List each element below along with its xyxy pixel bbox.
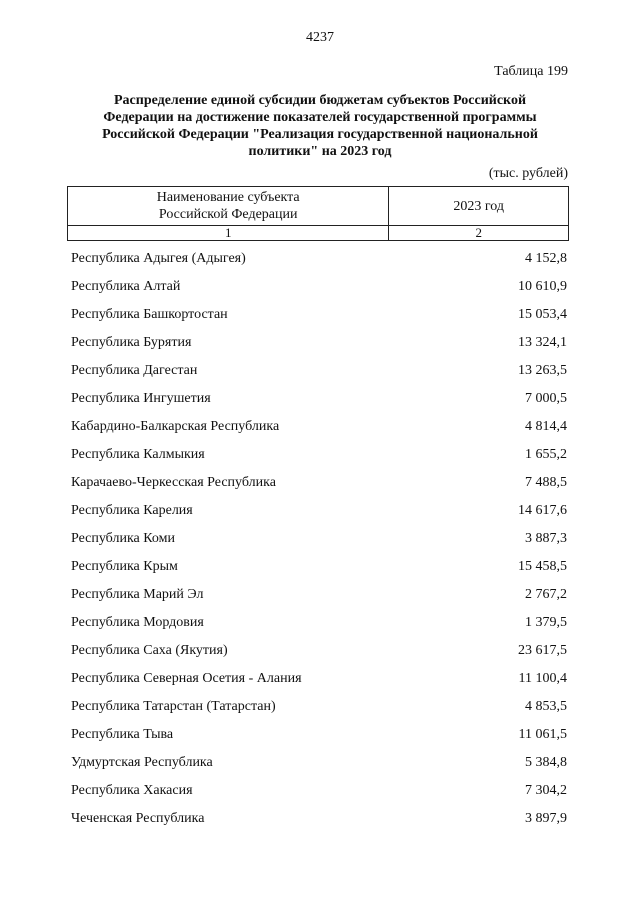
region-value: 23 617,5 [518,643,567,658]
header-col-name-line1: Наименование субъекта [156,190,300,205]
region-name: Республика Татарстан (Татарстан) [71,699,276,714]
region-value: 7 000,5 [525,391,567,406]
region-value: 7 304,2 [525,783,567,798]
title-line: политики" на 2023 год [248,144,392,159]
region-name: Республика Алтай [71,279,181,294]
region-name: Чеченская Республика [71,811,205,826]
region-value: 4 853,5 [525,699,567,714]
region-value: 13 324,1 [518,335,567,350]
table-header [67,186,569,241]
region-value: 11 061,5 [518,727,567,742]
column-number-row [68,226,569,241]
region-value: 1 379,5 [525,615,567,630]
region-name: Республика Тыва [71,727,174,742]
region-value: 14 617,6 [518,503,567,518]
table-row [71,276,567,304]
table-row [71,500,567,528]
region-value: 1 655,2 [525,447,567,462]
column-number-2: 2 [389,226,569,241]
table-row [71,808,567,836]
table-row [71,780,567,808]
table-row [71,640,567,668]
region-value: 3 887,3 [525,531,567,546]
table-row [71,668,567,696]
region-name: Республика Ингушетия [71,391,211,406]
table-row [71,472,567,500]
document-title [60,92,580,160]
table-row [71,612,567,640]
region-name: Республика Дагестан [71,363,198,378]
table-row [71,696,567,724]
table-row [71,584,567,612]
header-row [68,187,569,226]
table-row [71,248,567,276]
table-row [71,528,567,556]
page-number: 4237 [306,30,334,45]
table-number: Таблица 199 [494,64,568,79]
region-name: Республика Бурятия [71,335,192,350]
column-number-1: 1 [68,226,389,241]
title-line: Российской Федерации "Реализация государственной национальной [102,127,538,142]
header-col-name-line2: Российской Федерации [158,207,298,222]
table-row [71,444,567,472]
region-name: Республика Саха (Якутия) [71,643,228,658]
table-row [71,724,567,752]
region-value: 13 263,5 [518,363,567,378]
region-name: Республика Карелия [71,503,193,518]
region-name: Республика Мордовия [71,615,204,630]
table-row [71,416,567,444]
region-name: Республика Коми [71,531,175,546]
title-line: Федерации на достижение показателей государственной программы [103,110,537,125]
region-list [71,248,567,836]
table-row [71,332,567,360]
table-row [71,752,567,780]
region-value: 15 458,5 [518,559,567,574]
title-line: Распределение единой субсидии бюджетам субъектов Российской [113,93,527,108]
region-name: Республика Адыгея (Адыгея) [71,251,246,266]
region-value: 5 384,8 [525,755,567,770]
units-label: (тыс. рублей) [488,166,568,181]
table-row [71,556,567,584]
region-value: 2 767,2 [525,587,567,602]
region-value: 3 897,9 [525,811,567,826]
table-row [71,360,567,388]
region-name: Республика Калмыкия [71,447,205,462]
region-name: Республика Хакасия [71,783,193,798]
region-value: 15 053,4 [518,307,567,322]
header-col-year: 2023 год [389,187,569,226]
region-value: 4 152,8 [525,251,567,266]
region-name: Республика Марий Эл [71,587,204,602]
region-name: Карачаево-Черкесская Республика [71,475,276,490]
region-value: 7 488,5 [525,475,567,490]
region-value: 11 100,4 [518,671,567,686]
region-name: Удмуртская Республика [71,755,213,770]
region-value: 10 610,9 [518,279,567,294]
table-row [71,304,567,332]
region-name: Республика Башкортостан [71,307,228,322]
region-name: Кабардино-Балкарская Республика [71,419,280,434]
header-col-name [68,187,389,226]
region-value: 4 814,4 [525,419,567,434]
region-name: Республика Северная Осетия - Алания [71,671,302,686]
table-row [71,388,567,416]
region-name: Республика Крым [71,559,178,574]
